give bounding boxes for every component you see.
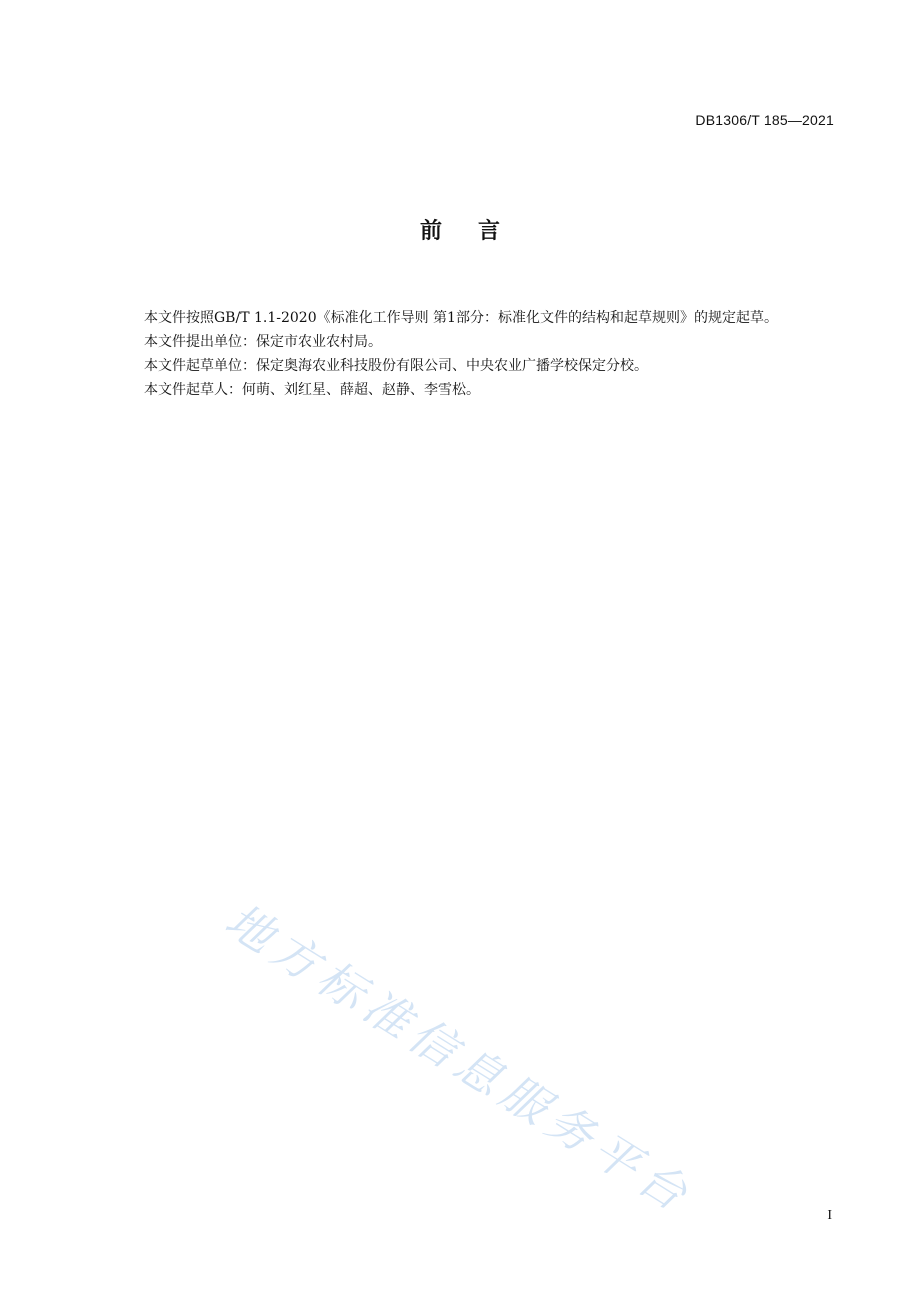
paragraph-standard-basis: 本文件按照GB/T 1.1-2020《标准化工作导则 第1部分：标准化文件的结构和起草规则》的规定起草。 (144, 310, 778, 326)
title-char-1: 前 (419, 219, 442, 244)
watermark: 地方标准信息服务平台 (216, 892, 703, 1225)
paragraph-drafting-units: 本文件起草单位：保定奥海农业科技股份有限公司、中央农业广播学校保定分校。 (144, 358, 648, 374)
preface-body (112, 306, 834, 402)
paragraph-proposer: 本文件提出单位：保定市农业农村局。 (144, 334, 382, 350)
page-title (0, 214, 920, 245)
document-code: DB1306/T 185—2021 (695, 112, 834, 128)
page-number: I (827, 1208, 832, 1223)
title-char-2: 言 (478, 219, 501, 244)
paragraph-drafters: 本文件起草人：何萌、刘红星、薛超、赵静、李雪松。 (144, 382, 480, 398)
